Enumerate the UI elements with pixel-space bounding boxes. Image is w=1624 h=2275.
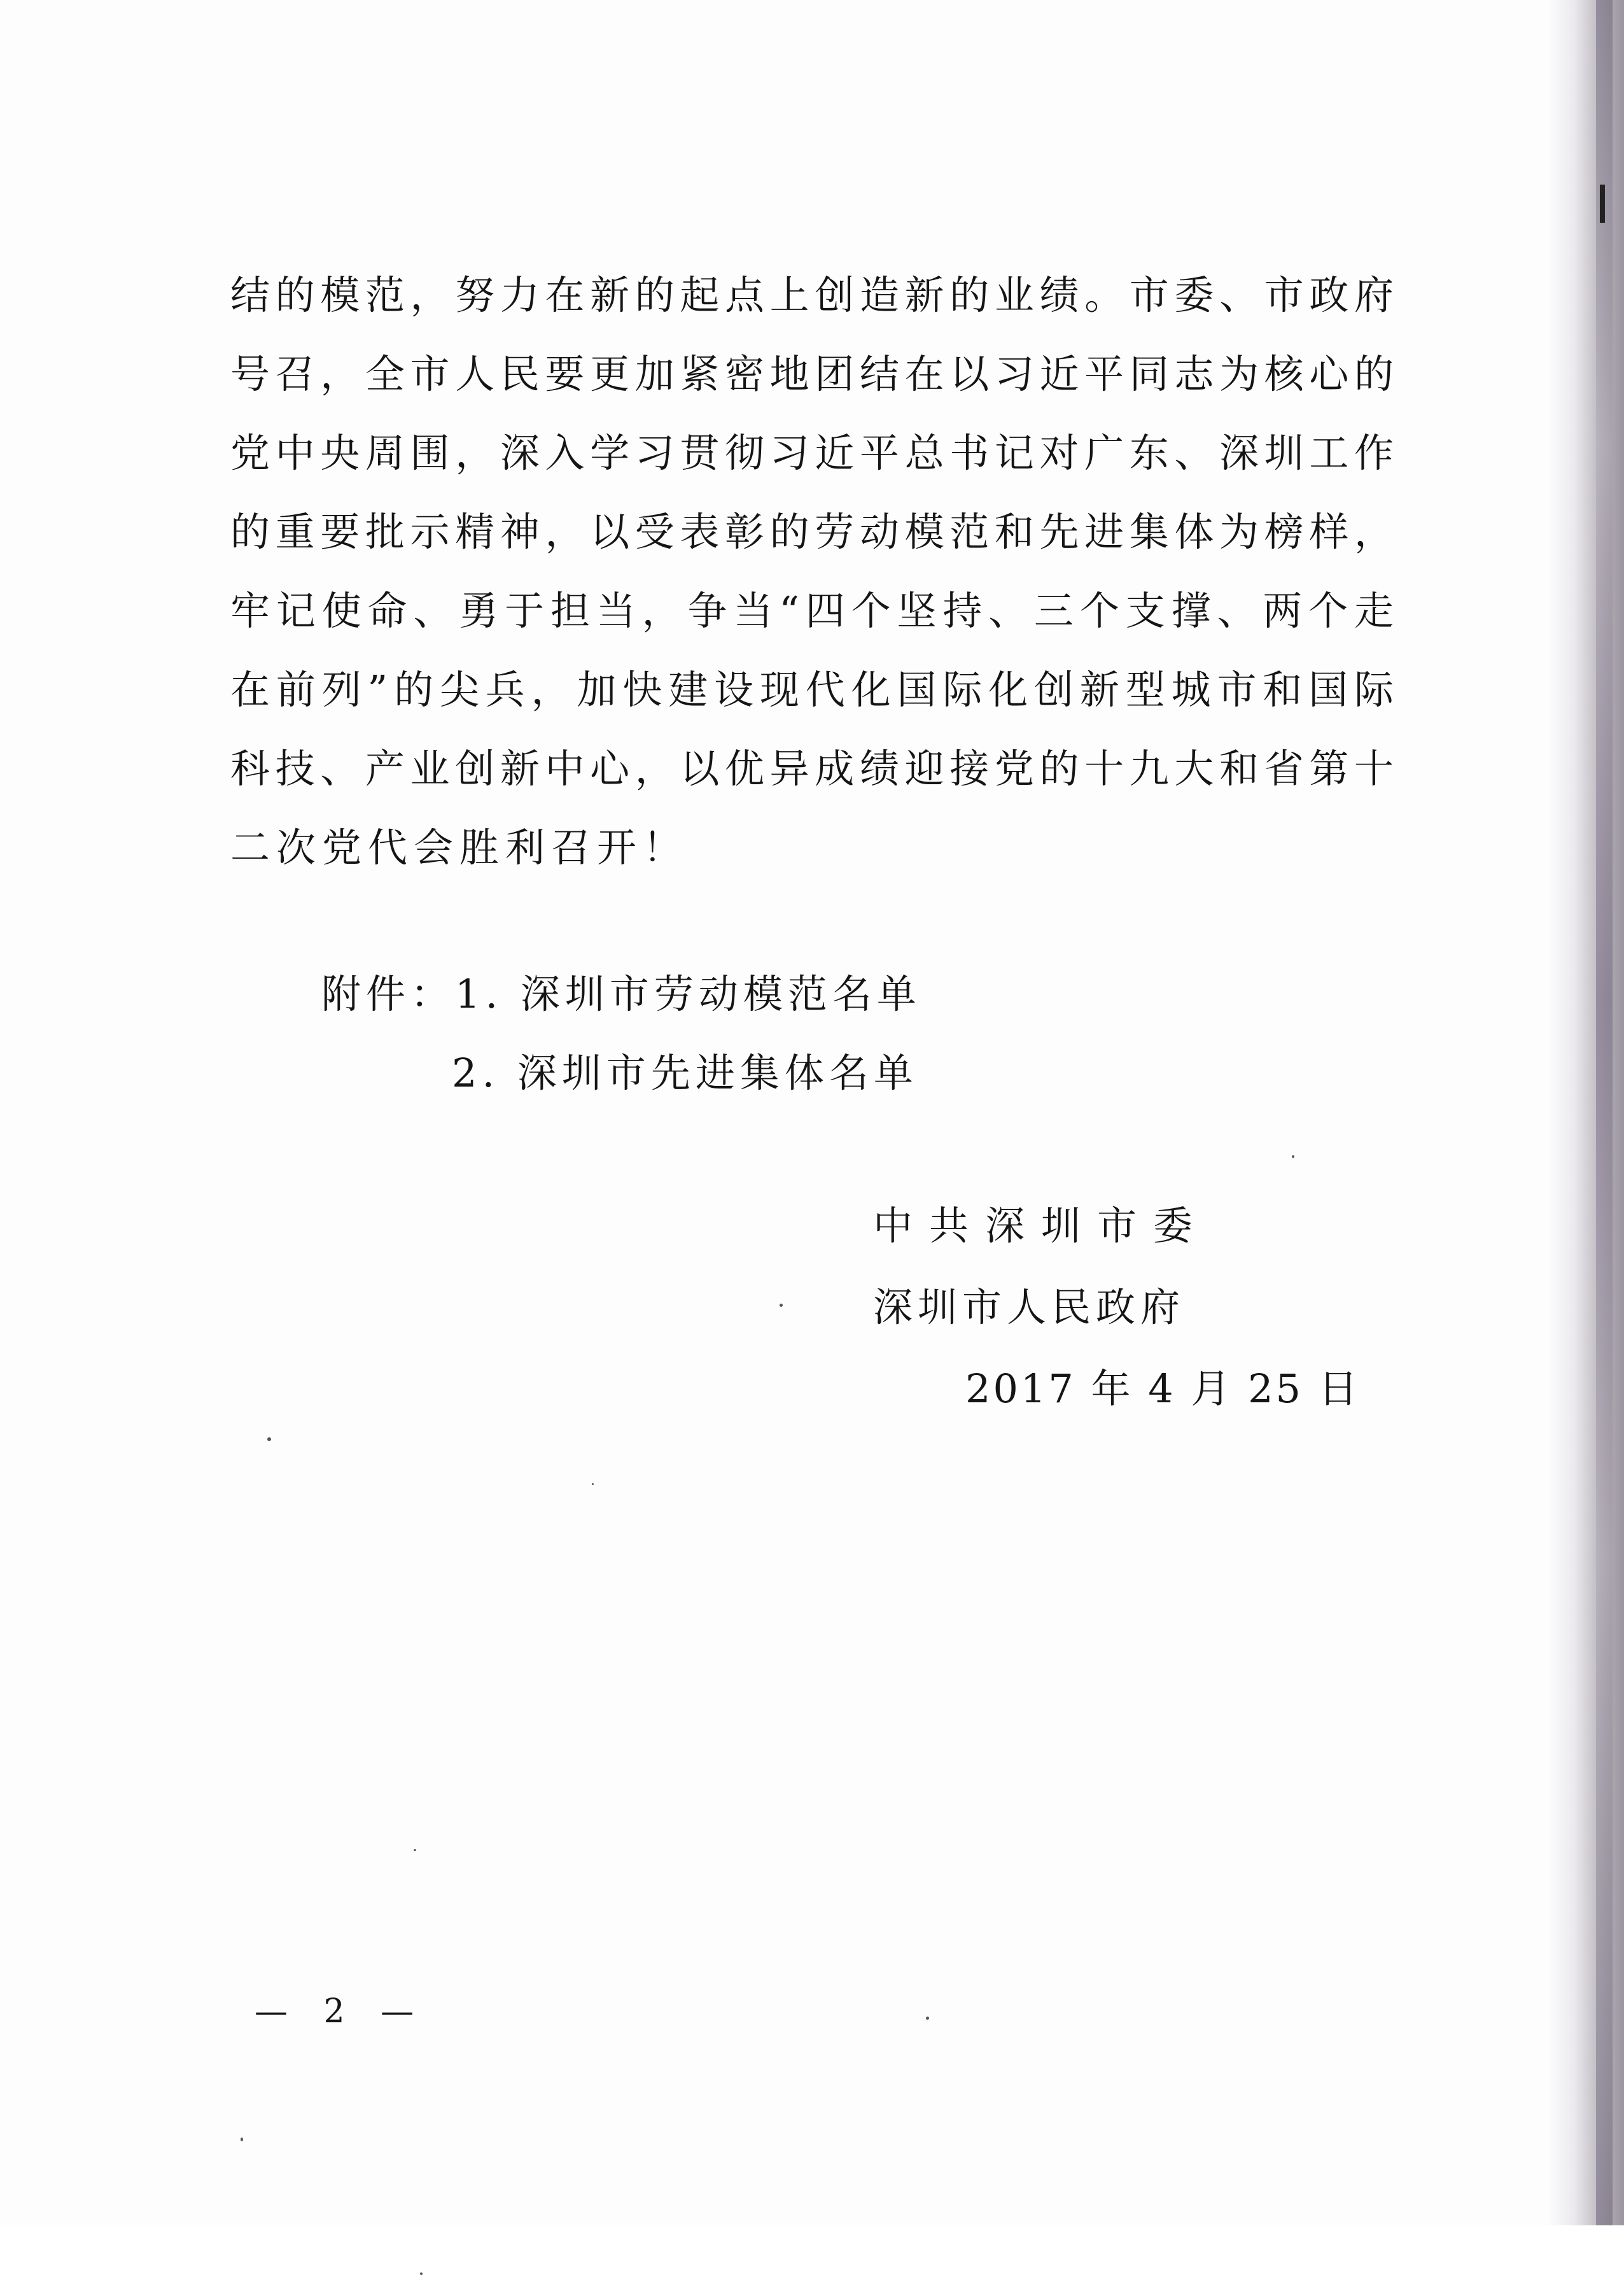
body-paragraph xyxy=(230,256,1395,887)
body-line-3: 党中央周围，深入学习贯彻习近平总书记对广东、深圳工作 xyxy=(230,430,1395,476)
signature-date: 2017 年 4 月 25 日 xyxy=(965,1365,1361,1412)
body-line-6: 在前列”的尖兵，加快建设现代化国际化创新型城市和国际 xyxy=(230,666,1395,713)
attachment-item-2: 2. 深圳市先进集体名单 xyxy=(452,1050,918,1096)
attachments-label: 附件： xyxy=(321,971,456,1017)
page-number: — 2 — xyxy=(255,1992,427,2031)
scan-speck xyxy=(926,2017,929,2020)
body-line-1: 结的模范，努力在新的起点上创造新的业绩。市委、市政府 xyxy=(230,272,1395,318)
scan-speck xyxy=(267,1437,271,1441)
signature-org-government: 深圳市人民政府 xyxy=(873,1284,1186,1330)
scan-edge-mark xyxy=(1600,185,1605,223)
scan-edge-shadow xyxy=(1548,0,1624,2225)
attachments-list xyxy=(321,955,921,1113)
signature-org-party-committee: 中共深圳市委 xyxy=(873,1202,1210,1249)
scan-speck xyxy=(780,1304,783,1307)
body-line-8: 二次党代会胜利召开！ xyxy=(230,824,689,871)
attachment-item-1: 1. 深圳市劳动模范名单 xyxy=(455,971,921,1017)
scan-speck xyxy=(1292,1155,1294,1158)
attachment-row-1 xyxy=(321,955,921,1034)
body-line-7: 科技、产业创新中心，以优异成绩迎接党的十九大和省第十 xyxy=(230,745,1395,792)
body-line-4: 的重要批示精神，以受表彰的劳动模范和先进集体为榜样， xyxy=(230,509,1395,555)
scan-speck xyxy=(414,1849,416,1851)
scan-speck xyxy=(420,2272,423,2275)
scan-speck xyxy=(241,2138,243,2141)
body-line-2: 号召，全市人民要更加紧密地团结在以习近平同志为核心的 xyxy=(230,351,1395,397)
scan-edge-band xyxy=(1596,0,1613,2225)
signature-block xyxy=(873,1185,1361,1430)
body-line-5: 牢记使命、勇于担当，争当“四个坚持、三个支撑、两个走 xyxy=(230,588,1395,634)
attachment-row-2 xyxy=(321,1034,921,1113)
scan-speck xyxy=(592,1483,594,1485)
